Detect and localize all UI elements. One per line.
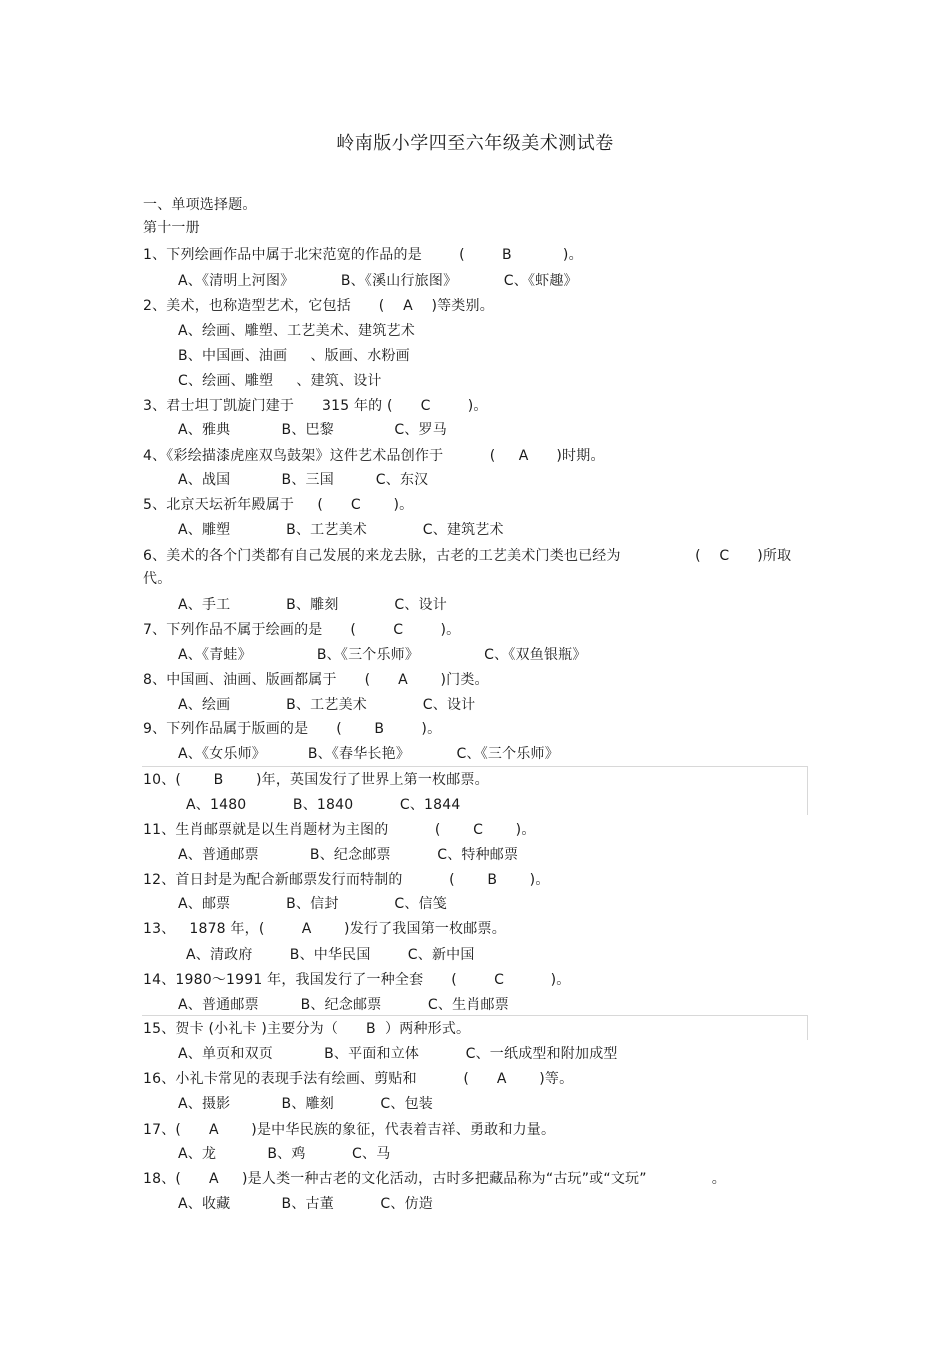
options-17: A、龙 B、鸡 C、马 <box>178 1146 391 1162</box>
option-2a: A、绘画、雕塑、工艺美术、建筑艺术 <box>178 323 415 339</box>
option-2b: B、中国画、油画 、版画、水粉画 <box>178 348 410 364</box>
options-15: A、单页和双页 B、平面和立体 C、一纸成型和附加成型 <box>178 1046 618 1062</box>
question-3: 3、君士坦丁凯旋门建于 315 年的 ( C )。 <box>143 398 488 414</box>
options-6: A、手工 B、雕刻 C、设计 <box>178 597 447 613</box>
question-5: 5、北京天坛祈年殿属于 ( C )。 <box>143 497 414 513</box>
question-17: 17、( A )是中华民族的象征，代表着吉祥、勇敢和力量。 <box>143 1122 556 1138</box>
options-16: A、摄影 B、雕刻 C、包装 <box>178 1096 434 1112</box>
question-2: 2、美术，也称造型艺术，它包括 ( A )等类别。 <box>143 298 494 314</box>
options-11: A、普通邮票 B、纪念邮票 C、特种邮票 <box>178 847 519 863</box>
options-12: A、邮票 B、信封 C、信笺 <box>178 896 447 912</box>
question-6: 6、美术的各个门类都有自己发展的来龙去脉，古老的工艺美术门类也已经为 ( C )所取 <box>143 548 792 564</box>
options-8: A、绘画 B、工艺美术 C、设计 <box>178 697 476 713</box>
question-7: 7、下列作品不属于绘画的是 ( C )。 <box>143 622 461 638</box>
options-5: A、雕塑 B、工艺美术 C、建筑艺术 <box>178 522 504 538</box>
section-heading: 一、单项选择题。 <box>143 197 257 213</box>
question-16: 16、小礼卡常见的表现手法有绘画、剪贴和 ( A )等。 <box>143 1071 574 1087</box>
options-1: A、《清明上河图》 B、《溪山行旅图》 C、《虾趣》 <box>178 273 578 289</box>
page-title: 岭南版小学四至六年级美术测试卷 <box>336 133 614 154</box>
options-13: A、清政府 B、中华民国 C、新中国 <box>186 947 475 963</box>
question-1: 1、下列绘画作品中属于北宋范宽的作品的是 ( B )。 <box>143 247 583 263</box>
options-14: A、普通邮票 B、纪念邮票 C、生肖邮票 <box>178 997 509 1013</box>
question-4: 4、《彩绘描漆虎座双鸟鼓架》这件艺术品创作于 ( A )时期。 <box>143 448 605 464</box>
volume-heading: 第十一册 <box>143 220 200 236</box>
question-18: 18、( A )是人类一种古老的文化活动，古时多把藏品称为“古玩”或“文玩” 。 <box>143 1171 726 1187</box>
question-9: 9、下列作品属于版画的是 ( B )。 <box>143 721 442 737</box>
options-7: A、《青蛙》 B、《三个乐师》 C、《双鱼银瓶》 <box>178 647 587 663</box>
question-13: 13、 1878 年，( A )发行了我国第一枚邮票。 <box>143 921 506 937</box>
question-10: 10、( B )年，英国发行了世界上第一枚邮票。 <box>143 772 489 788</box>
question-14: 14、1980～1991 年，我国发行了一种全套 ( C )。 <box>143 972 571 988</box>
question-6-cont: 代。 <box>143 571 172 587</box>
option-2c: C、绘画、雕塑 、建筑、设计 <box>178 373 382 389</box>
question-11: 11、生肖邮票就是以生肖题材为主图的 ( C )。 <box>143 822 536 838</box>
question-12: 12、首日封是为配合新邮票发行而特制的 ( B )。 <box>143 872 550 888</box>
question-15: 15、贺卡 (小礼卡 )主要分为（ B ）两种形式。 <box>143 1021 471 1037</box>
options-10: A、1480 B、1840 C、1844 <box>186 797 461 813</box>
options-18: A、收藏 B、古董 C、仿造 <box>178 1196 434 1212</box>
options-4: A、战国 B、三国 C、东汉 <box>178 472 429 488</box>
options-3: A、雅典 B、巴黎 C、罗马 <box>178 422 447 438</box>
question-8: 8、中国画、油画、版画都属于 ( A )门类。 <box>143 672 489 688</box>
options-9: A、《女乐师》 B、《春华长艳》 C、《三个乐师》 <box>178 746 559 762</box>
